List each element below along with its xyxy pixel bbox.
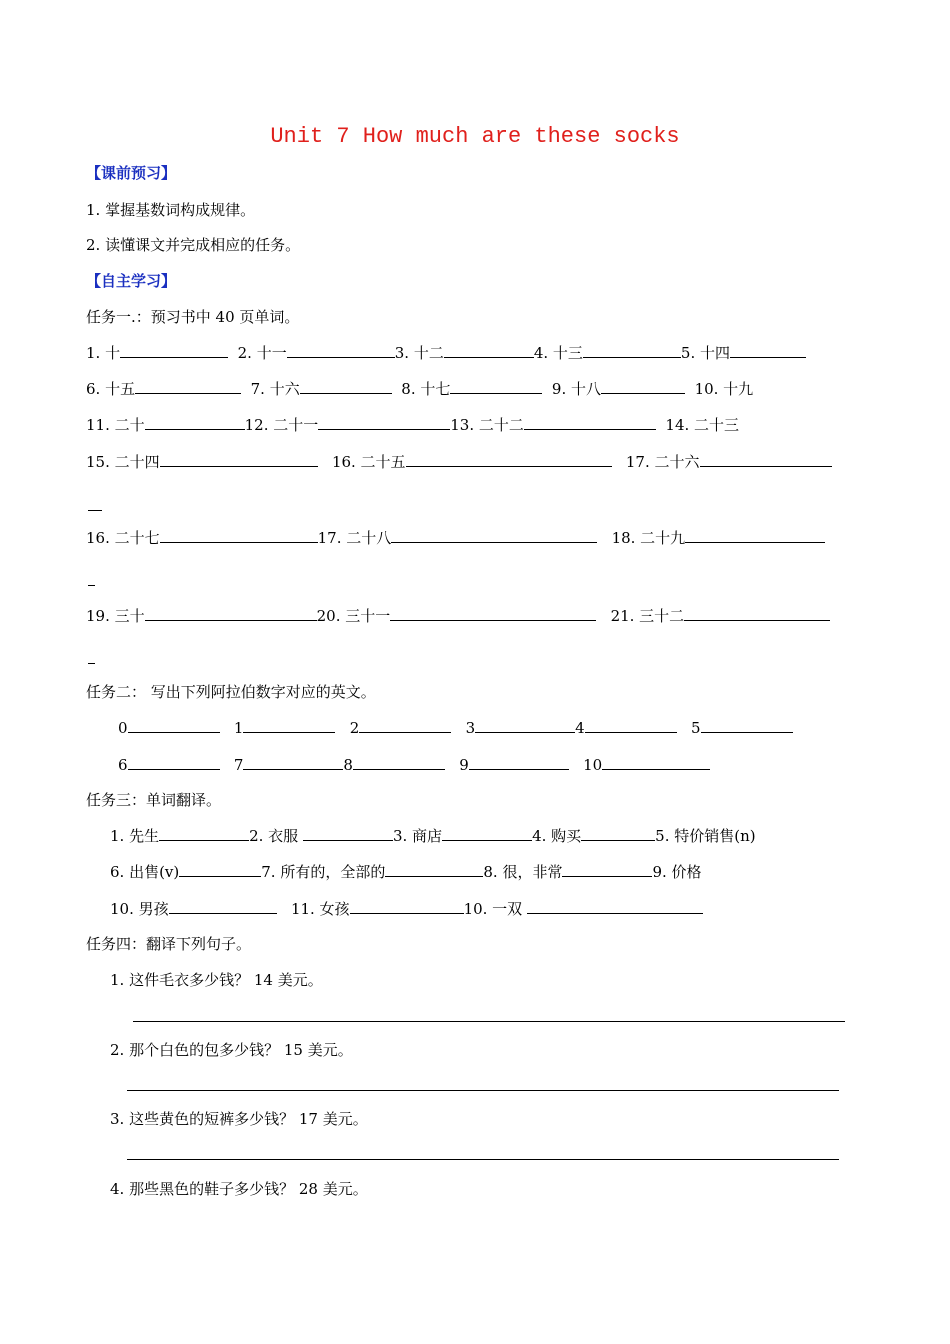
task2-heading: 任务二： 写出下列阿拉伯数字对应的英文。 [86, 683, 376, 701]
answer-blank[interactable] [700, 452, 832, 467]
numeral-label: 3 [465, 719, 476, 737]
section-heading-preview: 【课前预习】 [86, 164, 177, 182]
answer-blank[interactable] [527, 899, 703, 914]
answer-blank[interactable] [583, 343, 681, 358]
answer-blank[interactable] [287, 343, 395, 358]
vocab-item: 2. 衣服 [249, 827, 299, 845]
vocab-item: 6. 出售(v) [110, 863, 180, 881]
vocab-item: 9. 价格 [652, 863, 702, 881]
answer-blank[interactable] [442, 826, 532, 841]
task2-row-2 [118, 755, 710, 775]
section-heading-self-study: 【自主学习】 [86, 272, 177, 290]
numeral-label: 6 [118, 756, 128, 774]
answer-blank[interactable] [385, 862, 483, 877]
task3-row-3 [110, 899, 703, 919]
answer-blank[interactable] [243, 755, 343, 770]
vocab-item: 10. 一双 [463, 900, 523, 918]
answer-blank[interactable] [145, 415, 245, 430]
task1-item: 12. 二十一 [244, 416, 319, 434]
vocab-item: 11. 女孩 [290, 900, 350, 918]
task1-item: 19. 三十 [86, 607, 145, 625]
answer-blank[interactable] [318, 415, 450, 430]
task1-item: 21. 三十二 [610, 607, 685, 625]
task1-item: 15. 二十四 [86, 453, 160, 471]
page-title: Unit 7 How much are these socks [270, 124, 680, 149]
task1-item: 10. 十九 [694, 380, 754, 398]
answer-blank[interactable] [602, 755, 710, 770]
vocab-item: 8. 很，非常 [483, 863, 563, 881]
numeral-label: 2 [349, 719, 360, 737]
numeral-label: 1 [233, 719, 244, 737]
answer-blank[interactable] [684, 606, 830, 621]
answer-blank[interactable] [524, 415, 656, 430]
answer-blank[interactable] [160, 452, 318, 467]
task3-heading: 任务三：单词翻译。 [86, 791, 222, 809]
answer-blank[interactable] [390, 606, 596, 621]
vocab-item: 3. 商店 [392, 827, 443, 845]
task1-item: 16. 二十五 [331, 453, 406, 471]
task1-row-5 [86, 528, 825, 548]
task1-row-3 [86, 415, 739, 435]
task3-row-1 [110, 826, 756, 846]
answer-blank[interactable] [601, 379, 685, 394]
task1-item: 4. 十三 [533, 344, 583, 362]
vocab-item: 7. 所有的，全部的 [261, 863, 386, 881]
task1-item: 17. 二十八 [317, 529, 392, 547]
task1-row-4 [86, 452, 832, 472]
answer-blank[interactable] [350, 899, 464, 914]
answer-blank[interactable] [179, 862, 261, 877]
answer-blank[interactable] [450, 379, 542, 394]
task1-item: 2. 十一 [237, 344, 287, 362]
sentence-1: 1. 这件毛衣多少钱？ 14 美元。 [110, 971, 323, 989]
answer-blank[interactable] [169, 899, 277, 914]
answer-blank[interactable] [475, 718, 575, 733]
answer-blank[interactable] [469, 755, 569, 770]
numeral-label: 7 [233, 756, 244, 774]
answer-blank[interactable] [128, 755, 220, 770]
task1-item: 18. 二十九 [611, 529, 686, 547]
task1-item: 9. 十八 [551, 380, 602, 398]
answer-blank[interactable] [145, 606, 317, 621]
numeral-label: 5 [690, 719, 701, 737]
vocab-item: 10. 男孩 [110, 900, 169, 918]
answer-blank[interactable] [128, 718, 220, 733]
task2-row-1 [118, 718, 793, 738]
preview-item-1: 1. 掌握基数词构成规律。 [86, 201, 256, 219]
task1-item: 3. 十二 [394, 344, 444, 362]
vocab-item: 1. 先生 [110, 827, 160, 845]
sentence-3: 3. 这些黄色的短裤多少钱？ 17 美元。 [110, 1110, 368, 1128]
sentence-2: 2. 那个白色的包多少钱？ 15 美元。 [110, 1041, 353, 1059]
numeral-label: 0 [118, 719, 128, 737]
task1-item: 1. 十 [86, 344, 121, 362]
wrapped-blank[interactable] [88, 510, 102, 511]
answer-blank[interactable] [685, 528, 825, 543]
answer-blank[interactable] [359, 718, 451, 733]
numeral-label: 8 [343, 756, 353, 774]
answer-blank[interactable] [585, 718, 677, 733]
task1-row-6 [86, 606, 830, 626]
task3-row-2 [110, 862, 702, 882]
task4-heading: 任务四：翻译下列句子。 [86, 935, 252, 953]
task1-item: 13. 二十二 [450, 416, 524, 434]
answer-blank[interactable] [730, 343, 806, 358]
answer-blank[interactable] [120, 343, 228, 358]
answer-blank[interactable] [444, 343, 534, 358]
task1-item: 11. 二十 [86, 416, 145, 434]
task1-row-2 [86, 379, 753, 399]
task1-item: 14. 二十三 [665, 416, 740, 434]
task1-row-1 [86, 343, 806, 363]
task1-item: 6. 十五 [86, 380, 136, 398]
task1-item: 20. 三十一 [316, 607, 391, 625]
answer-blank[interactable] [391, 528, 597, 543]
numeral-label: 4 [575, 719, 585, 737]
answer-blank[interactable] [159, 826, 249, 841]
wrapped-blank[interactable] [88, 663, 95, 664]
preview-item-2: 2. 读懂课文并完成相应的任务。 [86, 236, 301, 254]
task1-item: 5. 十四 [680, 344, 731, 362]
answer-blank[interactable] [701, 718, 793, 733]
answer-blank[interactable] [353, 755, 445, 770]
task1-heading: 任务一.：预习书中 40 页单词。 [86, 308, 300, 326]
answer-blank[interactable] [300, 379, 392, 394]
answer-blank[interactable] [160, 528, 318, 543]
answer-blank[interactable] [303, 826, 393, 841]
answer-blank[interactable] [562, 862, 652, 877]
task1-item: 16. 二十七 [86, 529, 160, 547]
answer-line[interactable] [133, 1021, 845, 1022]
task1-item: 17. 二十六 [625, 453, 700, 471]
answer-blank[interactable] [406, 452, 612, 467]
wrapped-blank[interactable] [88, 585, 95, 586]
answer-blank[interactable] [243, 718, 335, 733]
vocab-item: 5. 特价销售(n) [655, 827, 756, 845]
vocab-item: 4. 购买 [532, 827, 582, 845]
sentence-4: 4. 那些黑色的鞋子多少钱？ 28 美元。 [110, 1180, 368, 1198]
answer-line[interactable] [127, 1090, 839, 1091]
numeral-label: 9 [459, 756, 469, 774]
task1-item: 8. 十七 [401, 380, 451, 398]
task1-item: 7. 十六 [250, 380, 300, 398]
answer-line[interactable] [127, 1159, 839, 1160]
answer-blank[interactable] [581, 826, 655, 841]
numeral-label: 10 [583, 756, 603, 774]
answer-blank[interactable] [135, 379, 241, 394]
